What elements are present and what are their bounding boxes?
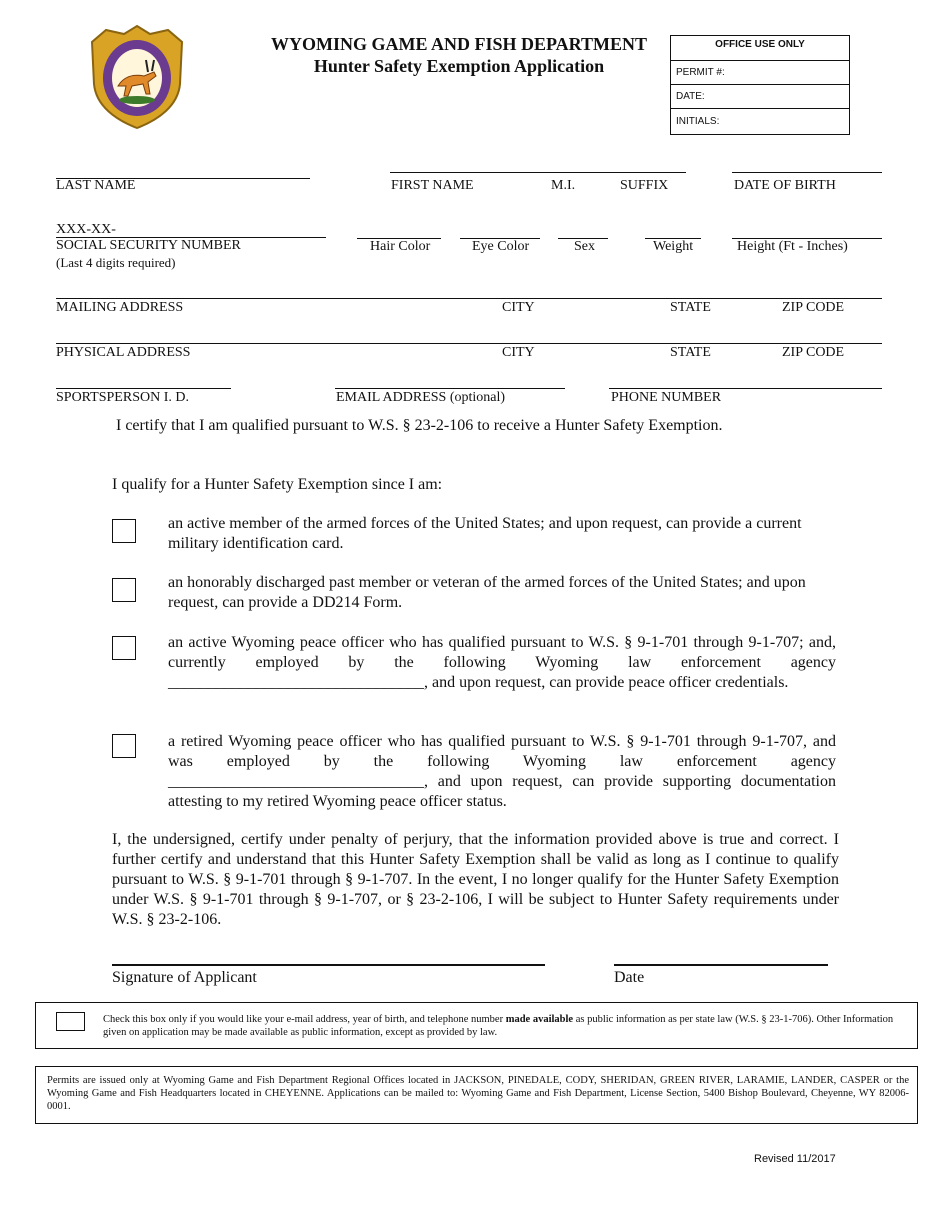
mailing-state-label: STATE [670, 300, 711, 315]
middle-initial-label: M.I. [551, 178, 576, 193]
height-label: Height (Ft - Inches) [737, 239, 848, 254]
armed-forces-active-checkbox[interactable] [112, 519, 136, 543]
public-info-notice [35, 1002, 918, 1049]
suffix-label: SUFFIX [620, 178, 669, 193]
signature-label: Signature of Applicant [112, 969, 257, 986]
initials-field[interactable]: INITIALS: [671, 108, 849, 134]
ssn-prefix: XXX-XX- [56, 222, 116, 237]
permit-number-field[interactable]: PERMIT #: [671, 60, 849, 85]
ssn-label: SOCIAL SECURITY NUMBER [56, 238, 241, 253]
public-info-checkbox[interactable] [56, 1012, 85, 1031]
public-info-text: Check this box only if you would like your e-mail address, year of birth, and telephone number made available as public information as per state law (W.S. § 23-1-706). Other Information given on application may be made available as public information, except as provided by law. [103, 1014, 894, 1038]
signature-date-input[interactable] [614, 964, 828, 966]
first-name-label: FIRST NAME [391, 178, 474, 193]
email-input[interactable] [335, 388, 565, 389]
ssn-note: (Last 4 digits required) [56, 255, 176, 270]
form-title: Hunter Safety Exemption Application [313, 56, 605, 76]
hair-color-label: Hair Color [370, 239, 431, 254]
office-use-title: OFFICE USE ONLY [715, 39, 805, 50]
date-of-birth-label: DATE OF BIRTH [734, 178, 836, 193]
veteran-checkbox[interactable] [112, 578, 136, 602]
active-peace-officer-checkbox[interactable] [112, 636, 136, 660]
last-name-label: LAST NAME [56, 178, 136, 193]
name-input[interactable] [390, 172, 686, 173]
physical-state-label: STATE [670, 345, 711, 360]
qualify-intro: I qualify for a Hunter Safety Exemption since I am: [112, 476, 443, 493]
mailing-zip-label: ZIP CODE [782, 300, 845, 315]
option-active-military: an active member of the armed forces of the United States; and upon request, can provide a current military identification card. [168, 515, 802, 552]
mailing-address-label: MAILING ADDRESS [56, 300, 184, 315]
date-of-birth-input[interactable] [732, 172, 882, 173]
sportsperson-id-label: SPORTSPERSON I. D. [56, 390, 189, 405]
revision-date: Revised 11/2017 [754, 1153, 836, 1165]
permits-notice-text: Permits are issued only at Wyoming Game and Fish Department Regional Offices located in JACKSON, PINEDALE, CODY, SHERIDAN, GREEN RIVER, LARAMIE, LANDER, CASPER or the Wyoming Game and Fish Headquarters located in CHEYENNE. Applications can be mailed to: Wyoming Game and Fish Department, License Section, 5400 Bishop Boulevard, Cheyenne, WY 82006-0001. [47, 1075, 909, 1112]
perjury-statement: I, the undersigned, certify under penalty of perjury, that the information provided above is true and correct. I further certify and understand that this Hunter Safety Exemption shall be valid as long as I continue to qualify pursuant to W.S. § 9-1-701 through § 9-1-707. In the event, I no longer qualify for the Hunter Safety Exemption under W.S. § 9-1-701 through § 9-1-707, or § 23-2-106, I will be subject to Hunter Safety requirements under W.S. § 23-2-106. [112, 831, 839, 928]
option-retired-peace-officer: a retired Wyoming peace officer who has qualified pursuant to W.S. § 9-1-701 through 9-1-707, and was employed by the following Wyoming law enforcement agency ________________________________, and upon request, can provide supporting documentation attesting to my retired Wyoming peace officer status. [168, 733, 836, 810]
signature-date-label: Date [614, 969, 645, 986]
physical-address-input[interactable] [56, 343, 882, 344]
option-active-peace-officer: an active Wyoming peace officer who has qualified pursuant to W.S. § 9-1-701 through 9-1-707; and, currently employed by the following Wyoming law enforcement agency ________________________________, and upon request, can provide peace officer credentials. [168, 634, 836, 691]
option-veteran: an honorably discharged past member or veteran of the armed forces of the United States; and upon request, can provide a DD214 Form. [168, 574, 806, 611]
office-date-field[interactable]: DATE: [671, 84, 849, 109]
retired-peace-officer-checkbox[interactable] [112, 734, 136, 758]
sportsperson-id-input[interactable] [56, 388, 231, 389]
certify-statement: I certify that I am qualified pursuant to W.S. § 23-2-106 to receive a Hunter Safety Exemption. [116, 417, 723, 434]
email-label: EMAIL ADDRESS (optional) [336, 390, 506, 405]
physical-zip-label: ZIP CODE [782, 345, 845, 360]
signature-input[interactable] [112, 964, 545, 966]
sex-label: Sex [574, 239, 595, 254]
phone-input[interactable] [609, 388, 882, 389]
mailing-address-input[interactable] [56, 298, 882, 299]
phone-label: PHONE NUMBER [611, 390, 722, 405]
physical-address-label: PHYSICAL ADDRESS [56, 345, 191, 360]
seal-icon [88, 24, 186, 130]
weight-label: Weight [653, 239, 694, 254]
office-use-box [670, 35, 850, 135]
physical-city-label: CITY [502, 345, 535, 360]
permits-notice [35, 1066, 918, 1124]
mailing-city-label: CITY [502, 300, 535, 315]
department-seal [88, 24, 186, 130]
department-name: WYOMING GAME AND FISH DEPARTMENT [270, 34, 648, 54]
eye-color-label: Eye Color [472, 239, 530, 254]
